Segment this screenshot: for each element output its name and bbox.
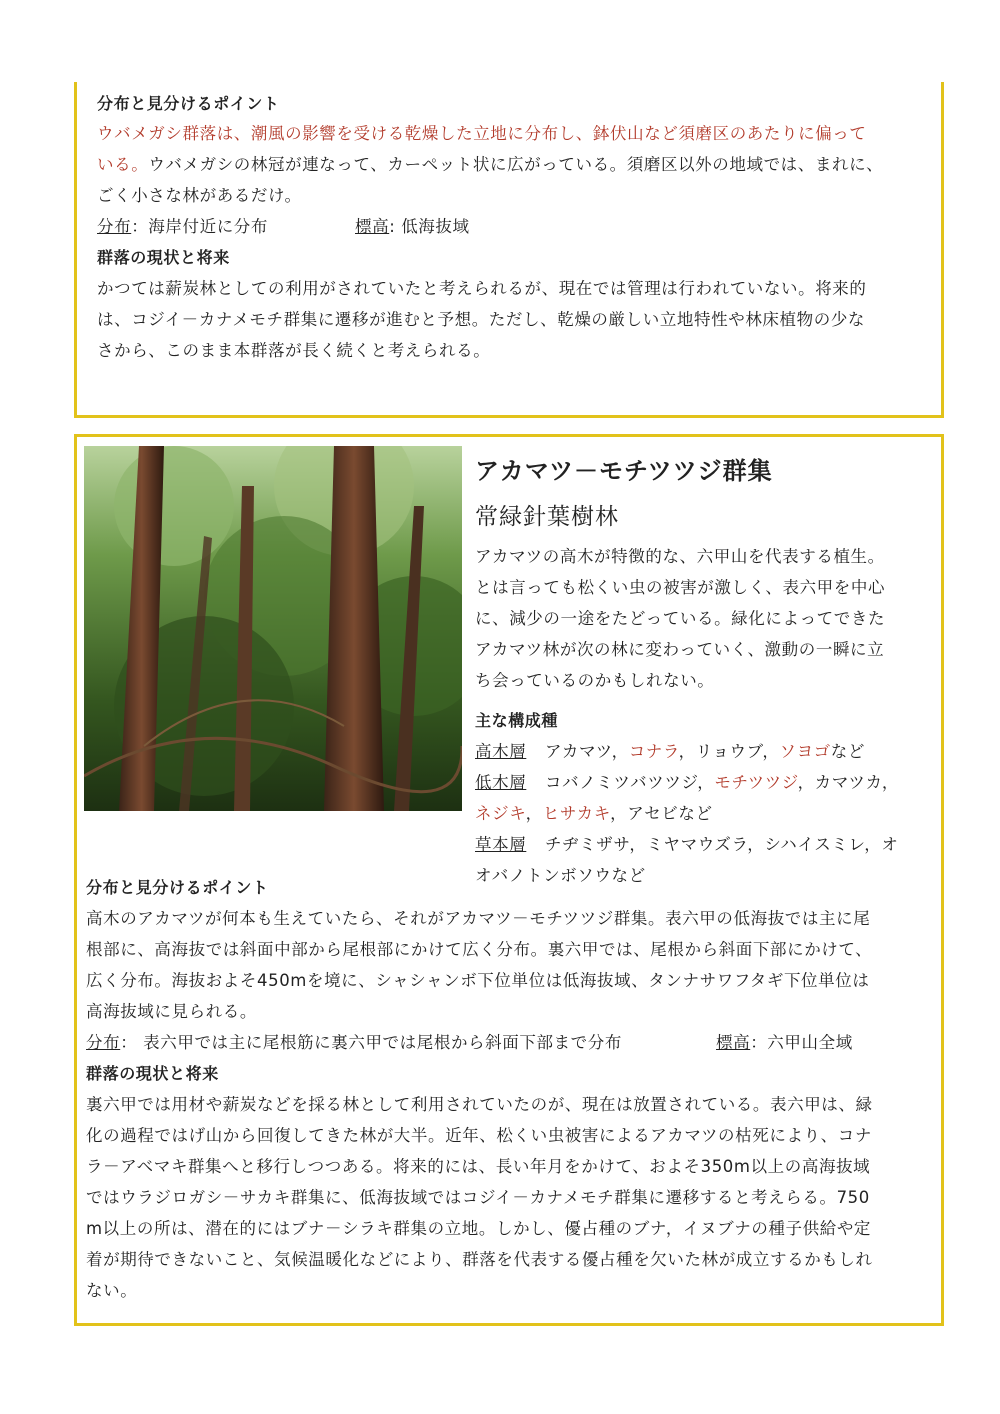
distribution-text-2 xyxy=(86,872,942,1306)
future-line: ない。 xyxy=(86,1281,138,1300)
heading-future-1: 群落の現状と将来 xyxy=(97,248,230,267)
species-highlight: ヒサカキ xyxy=(542,804,611,823)
intro-line: に、減少の一途をたどっている。緑化によってできた xyxy=(475,609,886,628)
pine-forest-image xyxy=(84,446,462,811)
species: コバノミツバツツジ， xyxy=(545,773,715,792)
community-subtitle: 常緑針葉樹林 xyxy=(475,504,619,530)
low-layer-label: 低木層 xyxy=(475,773,527,792)
future-line: ラ－アベマキ群集へと移行しつつある。将来的には、長い年月をかけて、およそ350m以上の高海抜域 xyxy=(86,1157,871,1176)
species-highlight: モチツツジ xyxy=(714,773,798,792)
future-line: 裏六甲では用材や薪炭などを採る林として利用されていたのが、現在は放置されている。表六甲は、緑 xyxy=(86,1095,873,1114)
tall-layer-label: 高木層 xyxy=(475,742,527,761)
species-highlight: ソヨゴ xyxy=(779,742,831,761)
species: ，アセビなど xyxy=(610,804,713,823)
species-list xyxy=(475,705,935,891)
future-line: ではウラジロガシ－サカキ群集に、低海抜域ではコジイ－カナメモチ群集に遷移すると考えらる。750 xyxy=(86,1188,870,1207)
heading-distribution-2: 分布と見分けるポイント xyxy=(86,878,269,897)
intro-line: アカマツの高木が特徴的な、六甲山を代表する植生。 xyxy=(475,547,885,566)
intro-line: とは言っても松くい虫の被害が激しく、表六甲を中心 xyxy=(475,578,886,597)
species-highlight: コナラ xyxy=(628,742,679,761)
distribution-label: 分布 xyxy=(97,217,132,236)
community-title: アカマツ－モチツツジ群集 xyxy=(475,457,773,485)
species: ， xyxy=(525,804,543,823)
intro-text xyxy=(475,541,935,696)
distribution-label: 分布 xyxy=(86,1033,121,1052)
dist-line: 根部に、高海抜では斜面中部から尾根部にかけて広く分布。裏六甲では、尾根から斜面下部にかけて、 xyxy=(86,940,873,959)
future-line: 化の過程ではげ山から回復してきた林が大半。近年、松くい虫被害によるアカマツの枯死により、コナ xyxy=(86,1126,872,1145)
heading-distribution-1: 分布と見分けるポイント xyxy=(97,94,280,113)
future-line: m以上の所は、潜在的にはブナ－シラキ群集の立地。しかし、優占種のブナ，イヌブナの種子供給や定 xyxy=(86,1219,872,1238)
red-line: いる。 xyxy=(97,155,149,174)
dist-line: 高木のアカマツが何本も生えていたら、それがアカマツ－モチツツジ群集。表六甲の低海抜では主に尾 xyxy=(86,909,871,928)
dist-line: 広く分布。海抜およそ450mを境に、シャシャンボ下位単位は低海抜域、タンナサワフタギ下位単位は xyxy=(86,971,870,990)
distribution-text-1 xyxy=(97,118,937,366)
forest-photo xyxy=(84,446,462,811)
distribution-value: ： 表六甲では主に尾根筋に裏六甲では尾根から斜面下部まで分布 xyxy=(120,1033,622,1052)
species-row-low xyxy=(475,767,935,798)
future-line: さから、このまま本群落が長く続くと考えられる。 xyxy=(97,341,491,360)
dist-line: 高海抜域に見られる。 xyxy=(86,1002,257,1021)
heading-future-2: 群落の現状と将来 xyxy=(86,1064,219,1083)
species: など xyxy=(830,742,865,761)
species-row-tall xyxy=(475,736,935,767)
future-line: 着が期待できないこと、気候温暖化などにより、群落を代表する優占種を欠いた林が成立するかもしれ xyxy=(86,1250,873,1269)
species: ，カマツカ， xyxy=(797,773,900,792)
species-row-herb-2: オバノトンボソウなど xyxy=(475,866,646,885)
intro-line: アカマツ林が次の林に変わっていく、激動の一瞬に立 xyxy=(475,640,885,659)
distribution-value: ：海岸付近に分布 xyxy=(131,217,269,236)
text-line: ごく小さな林があるだけ。 xyxy=(97,186,302,205)
species: チヂミザサ，ミヤマウズラ，シハイスミレ，オ xyxy=(545,835,899,854)
altitude-value: ：六甲山全域 xyxy=(750,1033,853,1052)
species-heading: 主な構成種 xyxy=(475,711,559,730)
altitude-value: : 低海抜域 xyxy=(389,217,470,236)
altitude-label: 標高 xyxy=(355,217,390,236)
future-line: は、コジイ－カナメモチ群集に遷移が進むと予想。ただし、乾燥の厳しい立地特性や林床植物の少な xyxy=(97,310,866,329)
species: アカマツ， xyxy=(545,742,629,761)
text-line: ウバメガシの林冠が連なって、カーペット状に広がっている。須磨区以外の地域では、まれに、 xyxy=(148,155,884,174)
future-line: かつては薪炭林としての利用がされていたと考えられるが、現在では管理は行われていない。将来的 xyxy=(97,279,867,298)
species-row-low-2 xyxy=(475,798,935,829)
intro-line: ち会っているのかもしれない。 xyxy=(475,671,715,690)
species: ，リョウブ， xyxy=(678,742,780,761)
altitude-label: 標高 xyxy=(716,1033,751,1052)
species-highlight: ネジキ xyxy=(475,804,526,823)
herb-layer-label: 草本層 xyxy=(475,835,527,854)
red-line: ウバメガシ群落は、潮風の影響を受ける乾燥した立地に分布し、鉢伏山など須磨区のあたりに偏って xyxy=(97,124,867,143)
species-row-herb xyxy=(475,829,935,860)
